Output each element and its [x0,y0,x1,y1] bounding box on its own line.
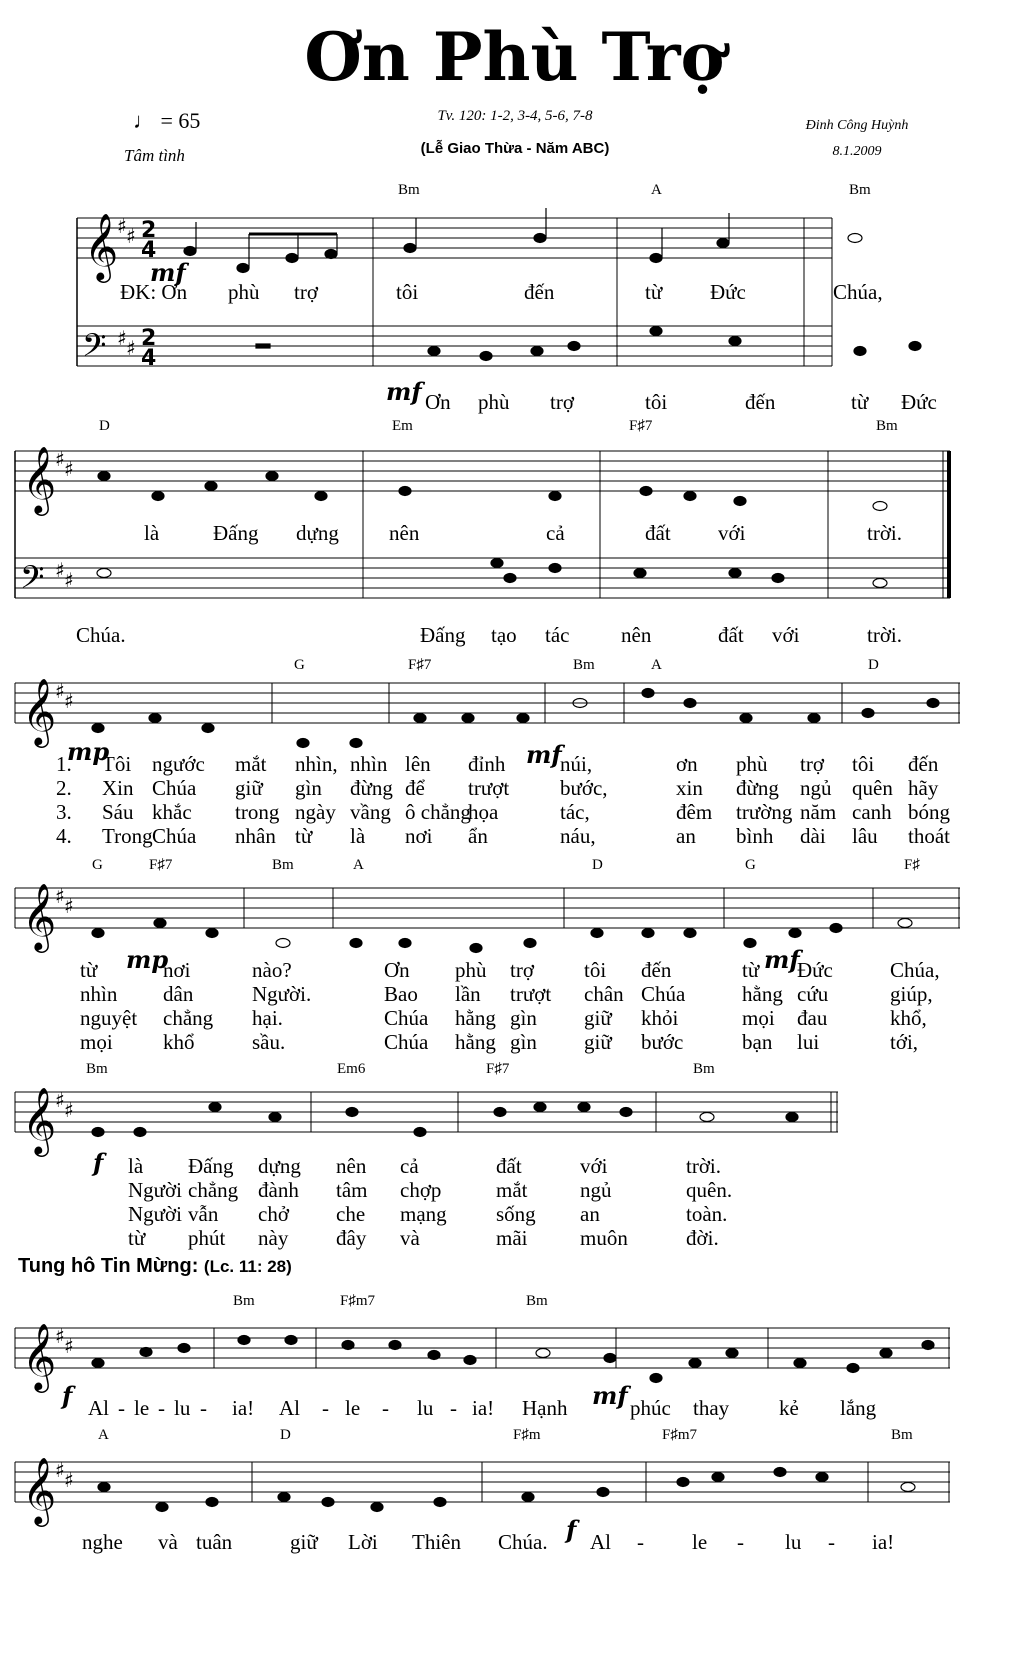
lyric: bình [736,824,774,848]
dynamic-marking: f [93,1148,104,1177]
lyric: - [118,1396,125,1420]
lyric: ngủ [580,1178,612,1202]
svg-text:♯: ♯ [64,1098,74,1122]
lyric: hại. [252,1006,283,1030]
lyric: để [405,776,425,800]
lyric: nhìn [350,752,388,776]
lyric: - [737,1530,744,1554]
dynamic-marking: mf [592,1381,628,1410]
chord-symbol: Em6 [337,1061,366,1077]
lyric: lu [174,1396,191,1420]
tempo-value: = 65 [160,108,201,133]
lyric: chân [584,982,624,1006]
lyric: phù [736,752,768,776]
lyric: phút [188,1226,226,1250]
lyric: Hạnh [522,1396,568,1420]
lyric: đỉnh [468,752,506,776]
lyric: mọi [742,1006,775,1030]
lyric: tôi [584,958,607,982]
chord-symbol: Bm [398,182,420,198]
lyric: an [676,824,696,848]
lyric: dài [800,824,826,848]
lyric: nghe [82,1530,123,1554]
lyric: Bao [384,982,418,1006]
lyric: ia! [472,1396,495,1420]
treble-clef-icon: 𝄞 [22,1086,57,1154]
lyric: nên [336,1154,367,1178]
lyric: đất [645,521,671,545]
lyric: lắng [840,1396,877,1420]
key-signature-sharp-icon: ♯ [126,336,136,360]
lyric: khổ [163,1030,195,1054]
staff-system-1-bass [77,326,832,366]
lyric: đến [524,280,555,304]
lyric: le [345,1396,361,1420]
lyric: bạn [742,1030,773,1054]
treble-clef-icon: 𝄞 [22,882,57,950]
song-title: Ơn Phù Trợ [304,18,725,96]
lyric: núi, [560,752,593,776]
lyric: từ [851,390,869,414]
lyric: mọi [80,1030,113,1054]
lyric: là [128,1154,144,1178]
key-signature-sharp-icon: ♯ [126,224,136,248]
lyric: phù [455,958,487,982]
lyric: trời. [867,623,903,647]
svg-text:♯: ♯ [55,884,65,908]
lyric: ngày [295,800,336,824]
lyric: trợ [294,280,318,304]
lyric: - [322,1396,329,1420]
occasion: (Lễ Giao Thừa - Năm ABC) [420,140,610,157]
lyric: Người. [252,982,312,1006]
lyric: ĐK: Ơn [120,280,188,304]
lyric: ơn [676,752,698,776]
time-signature-bottom: 4 [141,238,157,263]
lyric: trời. [686,1154,722,1178]
lyric: tôi [852,752,875,776]
lyric: Đấng [188,1154,234,1178]
lyric: nguyệt [80,1006,138,1030]
lyric: và [400,1226,420,1250]
lyric: - [158,1396,165,1420]
lyric: gìn [510,1006,537,1030]
lyric: ia! [872,1530,895,1554]
svg-text:♯: ♯ [55,1458,65,1482]
lyric: đến [908,752,939,776]
lyric: dân [163,982,194,1006]
lyric: hãy [908,776,939,800]
lyric: chẳng [188,1178,239,1202]
chord-symbol: A [651,182,662,198]
lyric: - [382,1396,389,1420]
lyric: Xin [102,776,134,800]
chord-symbol: D [868,657,879,673]
lyric: Tôi [102,752,132,776]
treble-clef-icon: 𝄞 [22,1456,57,1524]
lyric: đêm [676,800,713,824]
lyric: bước, [560,776,608,800]
svg-text:♯: ♯ [64,894,74,918]
lyric: Người [128,1178,182,1202]
lyric: Chúa. [76,623,126,647]
lyric: sầu. [252,1030,286,1054]
lyric: giúp, [890,982,933,1006]
lyric: Chúa, [890,958,940,982]
dynamic-marking: f [566,1515,577,1544]
lyric: lần [455,982,481,1006]
chord-symbol: G [92,857,103,873]
svg-text:♯: ♯ [55,447,65,471]
lyric: với [580,1154,608,1178]
dynamic-marking: mf [526,740,562,769]
chord-symbol: D [280,1427,291,1443]
svg-text:♯: ♯ [64,1334,74,1358]
lyric: Lời [348,1530,378,1554]
lyric: sống [496,1202,536,1226]
mood-marking: Tâm tình [124,146,185,165]
svg-text:♯: ♯ [55,679,65,703]
lyric: le [134,1396,150,1420]
lyric: mạng [400,1202,447,1226]
lyric: Al [88,1396,109,1420]
lyric: - [828,1530,835,1554]
lyric: Chúa, [833,280,883,304]
dynamic-marking: mp [126,945,169,974]
lyric: giữ [584,1030,612,1054]
lyric: Đấng [420,623,466,647]
lyric: cứu [797,982,829,1006]
lyric: kẻ [779,1396,799,1420]
lyric: Chúa [152,824,197,848]
chord-symbol: D [592,857,603,873]
chord-symbol: A [98,1427,109,1443]
time-signature-top: 2 [141,218,157,243]
lyric: gìn [510,1030,537,1054]
svg-text:♯: ♯ [64,1468,74,1492]
time-signature-bottom: 4 [141,346,157,371]
lyric: giữ [290,1530,318,1554]
chord-symbol: Bm [526,1293,548,1309]
lyric: phù [228,280,260,304]
lyric: bóng [908,800,950,824]
lyric: Đức [901,390,937,414]
lyric: với [718,521,746,545]
note-heads [92,208,939,1512]
lyric: và [158,1530,178,1554]
lyric: Sáu [102,800,134,824]
lyric: lên [405,752,431,776]
lyric: nhìn [80,982,118,1006]
time-signature-top: 2 [141,326,157,351]
lyric: - [450,1396,457,1420]
lyric: che [336,1202,366,1226]
dynamic-marking: f [62,1381,73,1410]
lyric: là [350,824,366,848]
lyric: Đức [710,280,746,304]
svg-text:♯: ♯ [55,1088,65,1112]
lyric: nên [621,623,652,647]
lyric: thoát [908,824,950,848]
lyric: tôi [645,390,668,414]
staff-system-5 [15,1092,838,1132]
lyric: nào? [252,958,292,982]
lyric: Al [279,1396,300,1420]
lyric: lu [785,1530,802,1554]
chord-symbol: G [294,657,305,673]
lyric: khỏi [641,1006,679,1030]
lyric: Ơn [384,958,410,982]
lyric: Đấng [213,521,259,545]
lyric: ngủ [800,776,832,800]
lyric: Người [128,1202,182,1226]
chord-symbol: A [353,857,364,873]
dynamic-marking: mp [67,737,110,766]
lyric: trong [235,800,280,824]
key-signature-sharp-icon: ♯ [117,214,127,238]
lyric: họa [468,800,499,824]
key-signature-sharp-icon: ♯ [117,326,127,350]
lyric: vầng [350,800,391,824]
lyric: giữ [584,1006,612,1030]
lyric: đời. [686,1226,719,1250]
lyric: toàn. [686,1202,728,1226]
chord-symbol: F♯m7 [340,1293,376,1309]
lyric: đất [718,623,744,647]
chord-symbol: Bm [86,1061,108,1077]
lyric: - [200,1396,207,1420]
lyric: le [692,1530,708,1554]
lyric: lui [797,1030,820,1054]
dynamic-marking: mf [386,377,422,406]
chord-symbol: Bm [573,657,595,673]
chord-symbol: F♯7 [149,857,173,873]
lyric: từ [128,1226,146,1250]
lyric: đến [641,958,672,982]
chord-symbol: F♯m [513,1427,541,1443]
lyric: hằng [455,1006,496,1030]
lyric: đừng [350,776,393,800]
lyric: trượt [468,776,510,800]
svg-text:♯: ♯ [64,689,74,713]
lyric: bước [641,1030,684,1054]
lyric: muôn [580,1226,628,1250]
chord-symbol: F♯ [904,857,920,873]
lyric: nên [389,521,420,545]
chord-symbol: Bm [876,418,898,434]
lyric: giữ [235,776,263,800]
chord-symbol: A [651,657,662,673]
lyric: lâu [852,824,878,848]
staff-system-2-treble [15,451,950,491]
lyric: Chúa [641,982,686,1006]
svg-text:♯: ♯ [55,1324,65,1348]
lyric: này [258,1226,289,1250]
lyric: Ơn [425,390,451,414]
psalm-reference: Tv. 120: 1-2, 3-4, 5-6, 7-8 [437,108,593,124]
lyric: an [580,1202,600,1226]
lyric: đừng [736,776,779,800]
composition-date: 8.1.2009 [832,144,882,159]
lyric: tạo [491,623,517,647]
lyric: tuân [196,1530,233,1554]
lyric: từ [295,824,313,848]
lyric: dựng [296,521,339,545]
lyric: 3. [56,800,72,824]
chord-symbol: Em [392,418,413,434]
treble-clef-icon: 𝄞 [22,445,57,513]
acclamation-label: Tung hô Tin Mừng: [18,1255,199,1277]
lyric: Trong [102,824,153,848]
chord-symbol: Bm [272,857,294,873]
treble-clef-icon: 𝄞 [22,677,57,745]
dynamic-marking: mf [764,945,800,974]
svg-text:♯: ♯ [64,568,74,592]
chord-symbol: Bm [233,1293,255,1309]
lyric: khắc [152,800,192,824]
lyric: Chúa [384,1006,429,1030]
lyric: tác, [560,800,590,824]
staff-system-2-bass [15,558,950,598]
lyric: Al [590,1530,611,1554]
lyric: Đức [797,958,833,982]
lyric: chợp [400,1178,442,1202]
lyric: vẫn [188,1202,219,1226]
lyric: ngước [152,752,205,776]
lyric: khổ, [890,1006,927,1030]
lyric: quên. [686,1178,733,1202]
lyric: xin [676,776,703,800]
lyric: tôi [396,280,419,304]
lyric: trợ [550,390,574,414]
chord-symbol: F♯7 [629,418,653,434]
lyric: trượt [510,982,552,1006]
lyric: cả [400,1154,419,1178]
staff-system-6 [15,1328,950,1368]
lyric: trời. [867,521,903,545]
lyric: mãi [496,1226,528,1250]
treble-clef-icon: 𝄞 [84,212,119,280]
lyric: 4. [56,824,72,848]
lyric: tác [545,623,570,647]
lyric: 2. [56,776,72,800]
lyric: đau [797,1006,828,1030]
lyric: ẩn [468,824,488,848]
acclamation-heading [18,1255,292,1278]
bass-clef-icon: 𝄢 [20,559,45,603]
lyric: Chúa [384,1030,429,1054]
lyric: là [144,521,160,545]
lyric: nơi [405,824,433,848]
lyric: với [772,623,800,647]
lyric: canh [852,800,892,824]
chord-symbol: Bm [849,182,871,198]
chord-symbol: Bm [693,1061,715,1077]
lyric: phù [478,390,510,414]
chord-symbol: G [745,857,756,873]
lyric: Chúa [152,776,197,800]
composer: Đinh Công Huỳnh [805,118,909,133]
lyric: - [637,1530,644,1554]
lyric: mắt [235,752,267,776]
svg-text:♯: ♯ [64,457,74,481]
lyric: đất [496,1154,522,1178]
lyric: đây [336,1226,367,1250]
lyric: cả [546,521,565,545]
svg-text:♯: ♯ [55,558,65,582]
quarter-note-icon: ♩ [133,108,155,133]
lyric: nơi [163,958,191,982]
lyric: trường [736,800,793,824]
lyric: 1. [56,752,72,776]
lyric: náu, [560,824,596,848]
bass-clef-icon: 𝄢 [82,327,107,371]
lyric: thay [693,1396,730,1420]
chord-symbol: F♯m7 [662,1427,698,1443]
lyric: Thiên [412,1530,461,1554]
lyric: tới, [890,1030,919,1054]
lyric: trợ [800,752,824,776]
treble-clef-icon: 𝄞 [22,1322,57,1390]
lyric: từ [80,958,98,982]
chord-symbol: Bm [891,1427,913,1443]
lyric: phúc [630,1396,671,1420]
lyric: năm [800,800,837,824]
lyric: hằng [742,982,783,1006]
lyric: đến [745,390,776,414]
lyric: mắt [496,1178,528,1202]
lyric: từ [645,280,663,304]
lyric: chở [258,1202,289,1226]
lyric: chẳng [163,1006,214,1030]
lyric: gìn [295,776,322,800]
lyric: nhìn, [295,752,338,776]
lyric: dựng [258,1154,301,1178]
chord-symbol: D [99,418,110,434]
lyric: đành [258,1178,299,1202]
chord-symbol: F♯7 [408,657,432,673]
lyric: ô chẳng [405,800,471,824]
dynamic-marking: mf [150,258,186,287]
lyric: ia! [232,1396,255,1420]
lyric: lu [417,1396,434,1420]
acclamation-reference: (Lc. 11: 28) [203,1257,292,1276]
lyric: từ [742,958,760,982]
lyric: hằng [455,1030,496,1054]
lyric: trợ [510,958,534,982]
lyric: Chúa. [498,1530,548,1554]
lyric: tâm [336,1178,368,1202]
lyric: nhân [235,824,276,848]
chord-symbol: F♯7 [486,1061,510,1077]
lyric: quên [852,776,893,800]
